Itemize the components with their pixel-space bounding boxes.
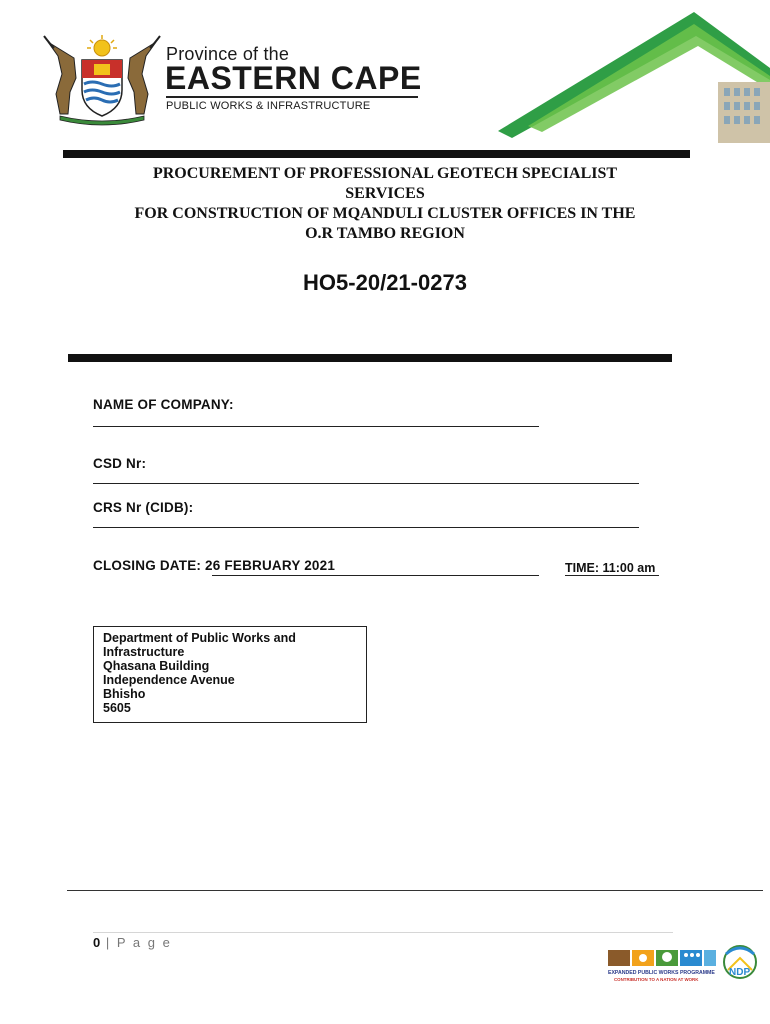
closing-time-underline [565, 575, 659, 576]
page-number-value: 0 [93, 935, 101, 950]
csd-number-line [93, 483, 639, 484]
title-line: SERVICES [345, 185, 425, 202]
closing-date-underline [212, 575, 539, 576]
page-number [93, 935, 172, 950]
logo-province-line: Province of the [166, 44, 290, 64]
footer-thin-rule [93, 932, 673, 933]
epwp-ndp-logo [608, 944, 760, 984]
footer-rule [67, 890, 763, 891]
address-line: Infrastructure [103, 645, 185, 659]
tender-number: HO5-20/21-0273 [303, 270, 467, 295]
address-line: Qhasana Building [103, 659, 210, 673]
title-line: FOR CONSTRUCTION OF MQANDULI CLUSTER OFFICES IN THE [134, 205, 636, 222]
closing-date [93, 558, 335, 573]
title-line: PROCUREMENT OF PROFESSIONAL GEOTECH SPECIALIST [152, 165, 618, 182]
closing-date-label: CLOSING DATE [93, 558, 197, 573]
epwp-title: EXPANDED PUBLIC WORKS PROGRAMME [608, 970, 715, 976]
logo-divider [166, 96, 418, 98]
document-title [70, 164, 700, 244]
company-name-label: NAME OF COMPANY: [93, 397, 234, 412]
address-box [93, 626, 367, 723]
csd-number-label: CSD Nr: [93, 456, 147, 471]
closing-date-value: : 26 FEBRUARY 2021 [196, 558, 336, 573]
building-roof-graphic [498, 8, 770, 143]
title-line: O.R TAMBO REGION [305, 225, 465, 242]
address-line: 5605 [103, 701, 131, 715]
logo-department-line: PUBLIC WORKS & INFRASTRUCTURE [166, 100, 371, 112]
provincial-coat-of-arms [40, 34, 164, 126]
address-line: Independence Avenue [103, 673, 235, 687]
epwp-tagline: CONTRIBUTION TO A NATION AT WORK [614, 977, 699, 982]
address-line: Bhisho [103, 687, 146, 701]
address-line: Department of Public Works and [103, 631, 296, 645]
company-name-line [93, 426, 539, 427]
logo-eastern-cape: EASTERN CAPE [165, 60, 422, 96]
closing-time: TIME: 11:00 am [565, 561, 656, 575]
crs-number-label: CRS Nr (CIDB): [93, 500, 194, 515]
crs-number-line [93, 527, 639, 528]
ndp-text: NDP [729, 967, 751, 978]
header-rule [63, 150, 690, 158]
page-label: | P a g e [100, 935, 172, 950]
section-rule [68, 354, 672, 362]
